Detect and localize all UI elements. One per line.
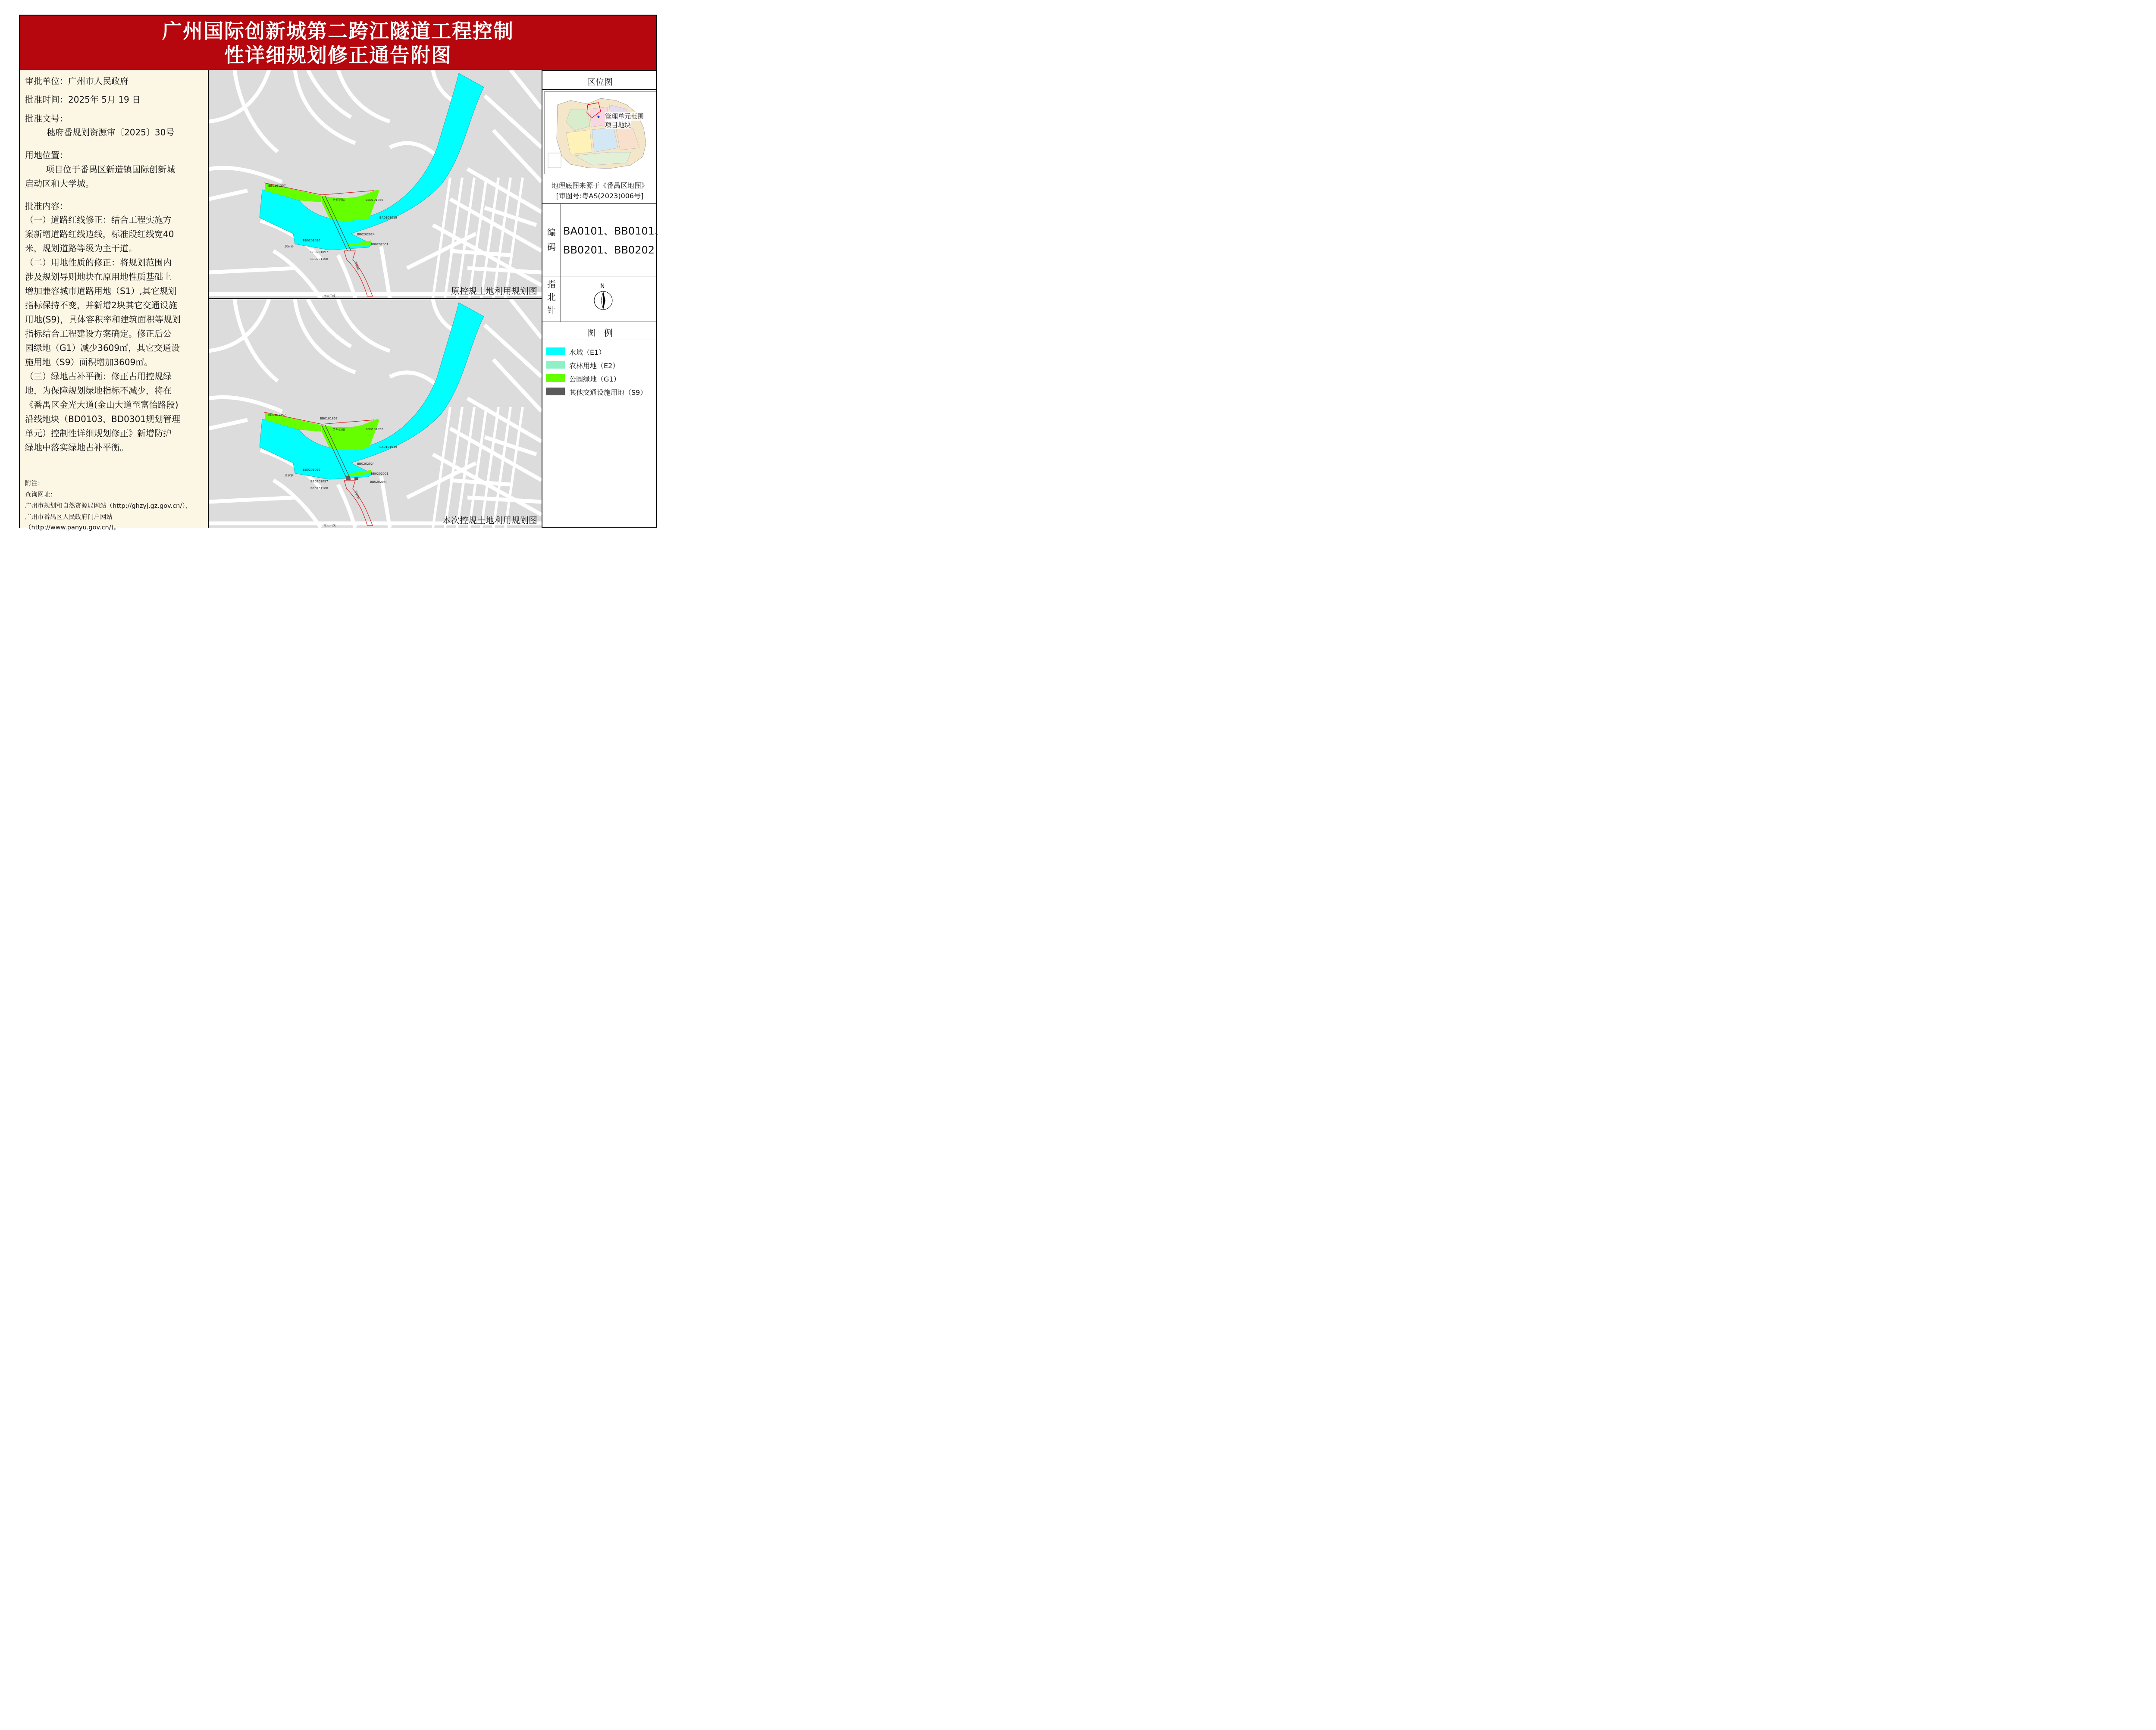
- location-map: [544, 91, 656, 174]
- content-line: 用地(S9)，具体容积率和建筑面积等规划: [25, 314, 181, 325]
- content-line: （二）用地性质的修正：将规划范围内: [25, 257, 172, 268]
- legend-swatch: [546, 361, 565, 369]
- parcel-label: BB0101857: [320, 417, 338, 420]
- approval-date: 批准时间：2025年 5月 19 日: [25, 94, 141, 105]
- s9-block: [346, 476, 350, 480]
- content-line: 增加兼容城市道路用地（S1）,其它规划: [25, 286, 177, 296]
- content-line: 单元）控制性详细规划修正》新增防护: [25, 428, 172, 438]
- location-label: 用地位置：: [25, 150, 68, 160]
- parcel-label: BB0202024: [357, 233, 375, 236]
- note-line: 广州市规划和自然资源局网站（http://ghzyj.gz.gov.cn/），: [25, 503, 192, 510]
- north-arrow-icon: [593, 291, 613, 310]
- road-label: 市新路: [354, 260, 360, 271]
- code-label-cell: [542, 203, 561, 276]
- parcel-label: BB0101357: [268, 184, 286, 188]
- info-panel: [20, 70, 209, 531]
- content-line: 指标保持不变，并新增2块其它交通设施: [25, 300, 177, 310]
- content-line: 《番禺区金光大道(金山大道至富怡路段): [25, 400, 179, 410]
- source-line-2: [审图号:粤AS(2023)006号]: [556, 192, 644, 200]
- legend-label: 农林用地（E2）: [569, 362, 620, 370]
- location-site-label: 项目地块: [605, 121, 631, 129]
- location-map-header: 区位图: [587, 77, 613, 87]
- page-frame: [19, 15, 665, 531]
- divider: [542, 89, 657, 90]
- parcel-label: BB0202024: [357, 462, 375, 466]
- right-panel: [542, 70, 665, 528]
- location-map-svg: [545, 92, 656, 174]
- road-label: 南大干线: [323, 294, 335, 298]
- s9-block: [354, 477, 358, 480]
- note-line: 查询网址：: [25, 491, 56, 498]
- parcel-label: BB0202001: [371, 472, 389, 476]
- content-line: 施用地（S9）面积增加3609㎡。: [25, 357, 153, 367]
- content-line: 指标结合工程建设方案确定。修正后公: [25, 328, 172, 339]
- legend-swatch: [546, 388, 565, 395]
- road-label: 滨河路: [285, 245, 294, 248]
- north-letter: N: [600, 283, 605, 290]
- title-line-1: 广州国际创新城第二跨江隧道工程控制: [162, 19, 514, 43]
- road-label: 南大干线: [323, 524, 335, 527]
- title-line-2: 性详细规划修正通告附图: [224, 44, 452, 67]
- legend-swatch: [546, 374, 565, 382]
- road-label: 市新路: [354, 490, 360, 500]
- content-line: （三）绿地占补平衡：修正占用控规绿: [25, 371, 172, 382]
- content-line: 园绿地（G1）减少3609㎡，其它交通设: [25, 343, 180, 353]
- location-unit-label: 管理单元范围: [605, 113, 644, 120]
- parcel-label: BA0101019: [379, 216, 397, 219]
- parcel-label: BA0101019: [379, 445, 397, 449]
- code-value-2: BB0201、BB0202: [563, 244, 655, 256]
- legend-label: 其他交通设施用地（S9）: [569, 388, 647, 397]
- approver: 审批单位：广州市人民政府: [25, 76, 128, 86]
- content-line: 涉及规划导则地块在原用地性质基础上: [25, 272, 172, 282]
- content-line: 地，为保障规划绿地指标不减少，将在: [25, 385, 172, 396]
- content-line: 绿地中落实绿地占补平衡。: [25, 442, 128, 453]
- parcel-label: BB0202044: [370, 480, 388, 484]
- code-value-1: BA0101、BB0101、: [563, 225, 665, 237]
- content-label: 批准内容：: [25, 201, 68, 211]
- parcel-label: BB0101856: [366, 198, 383, 202]
- map-original-svg: [209, 70, 542, 298]
- map-revised-svg: [209, 299, 542, 528]
- location-text-1: 项目位于番禺区新造镇国际创新城: [46, 164, 175, 175]
- content-line: （一）道路红线修正：结合工程实施方: [25, 215, 172, 225]
- north-label-cell: [542, 276, 561, 322]
- parcel-label: BB0101357: [268, 413, 286, 417]
- road-label: 外环西路: [333, 198, 345, 202]
- content-line: 案新增道路红线边线，标准段红线宽40: [25, 229, 174, 239]
- legend-header: 图 例: [587, 328, 613, 338]
- note-line: 广州市番禺区人民政府门户网站（http://www.panyu.gov.cn/)。: [25, 514, 120, 531]
- parcel-label: BB0201097: [310, 250, 328, 254]
- parcel-label: BB0202001: [371, 243, 389, 246]
- docno-label: 批准文号：: [25, 113, 68, 124]
- parcel-label: BB0201097: [310, 480, 328, 483]
- title-bar: [20, 16, 656, 71]
- map-revised-label: 本次控规土地利用规划图: [442, 515, 537, 526]
- legend-label: 公园绿地（G1）: [569, 375, 620, 383]
- parcel-label: BB0201108: [310, 257, 328, 261]
- parcel-label: BB0201096: [303, 239, 320, 242]
- maps-area: [209, 70, 542, 528]
- docno-value: 穗府番规划资源审〔2025〕30号: [47, 127, 175, 138]
- location-text-2: 启动区和大学城。: [25, 178, 94, 189]
- legend-label: 水域（E1）: [569, 348, 606, 357]
- content-line: 沿线地块（BD0103、BD0301规划管理: [25, 414, 181, 424]
- parcel-label: BB0201096: [303, 468, 320, 472]
- north-label: 指北针: [547, 279, 556, 315]
- code-label: 编码: [547, 227, 556, 252]
- map-revised: [209, 299, 542, 528]
- parcel-label: BB0201108: [310, 487, 328, 490]
- parcel-label: BB0101856: [366, 428, 383, 431]
- legend-swatch: [546, 347, 565, 355]
- road-label: 外环西路: [333, 428, 345, 431]
- road-label: 滨河路: [285, 474, 294, 478]
- map-original: [209, 70, 542, 299]
- source-line-1: 地理底图来源于《番禺区地图》: [551, 181, 648, 190]
- note-line: 附注：: [25, 480, 44, 487]
- content-line: 米，规划道路等级为主干道。: [25, 243, 137, 253]
- map-original-label: 原控规土地利用规划图: [451, 286, 537, 296]
